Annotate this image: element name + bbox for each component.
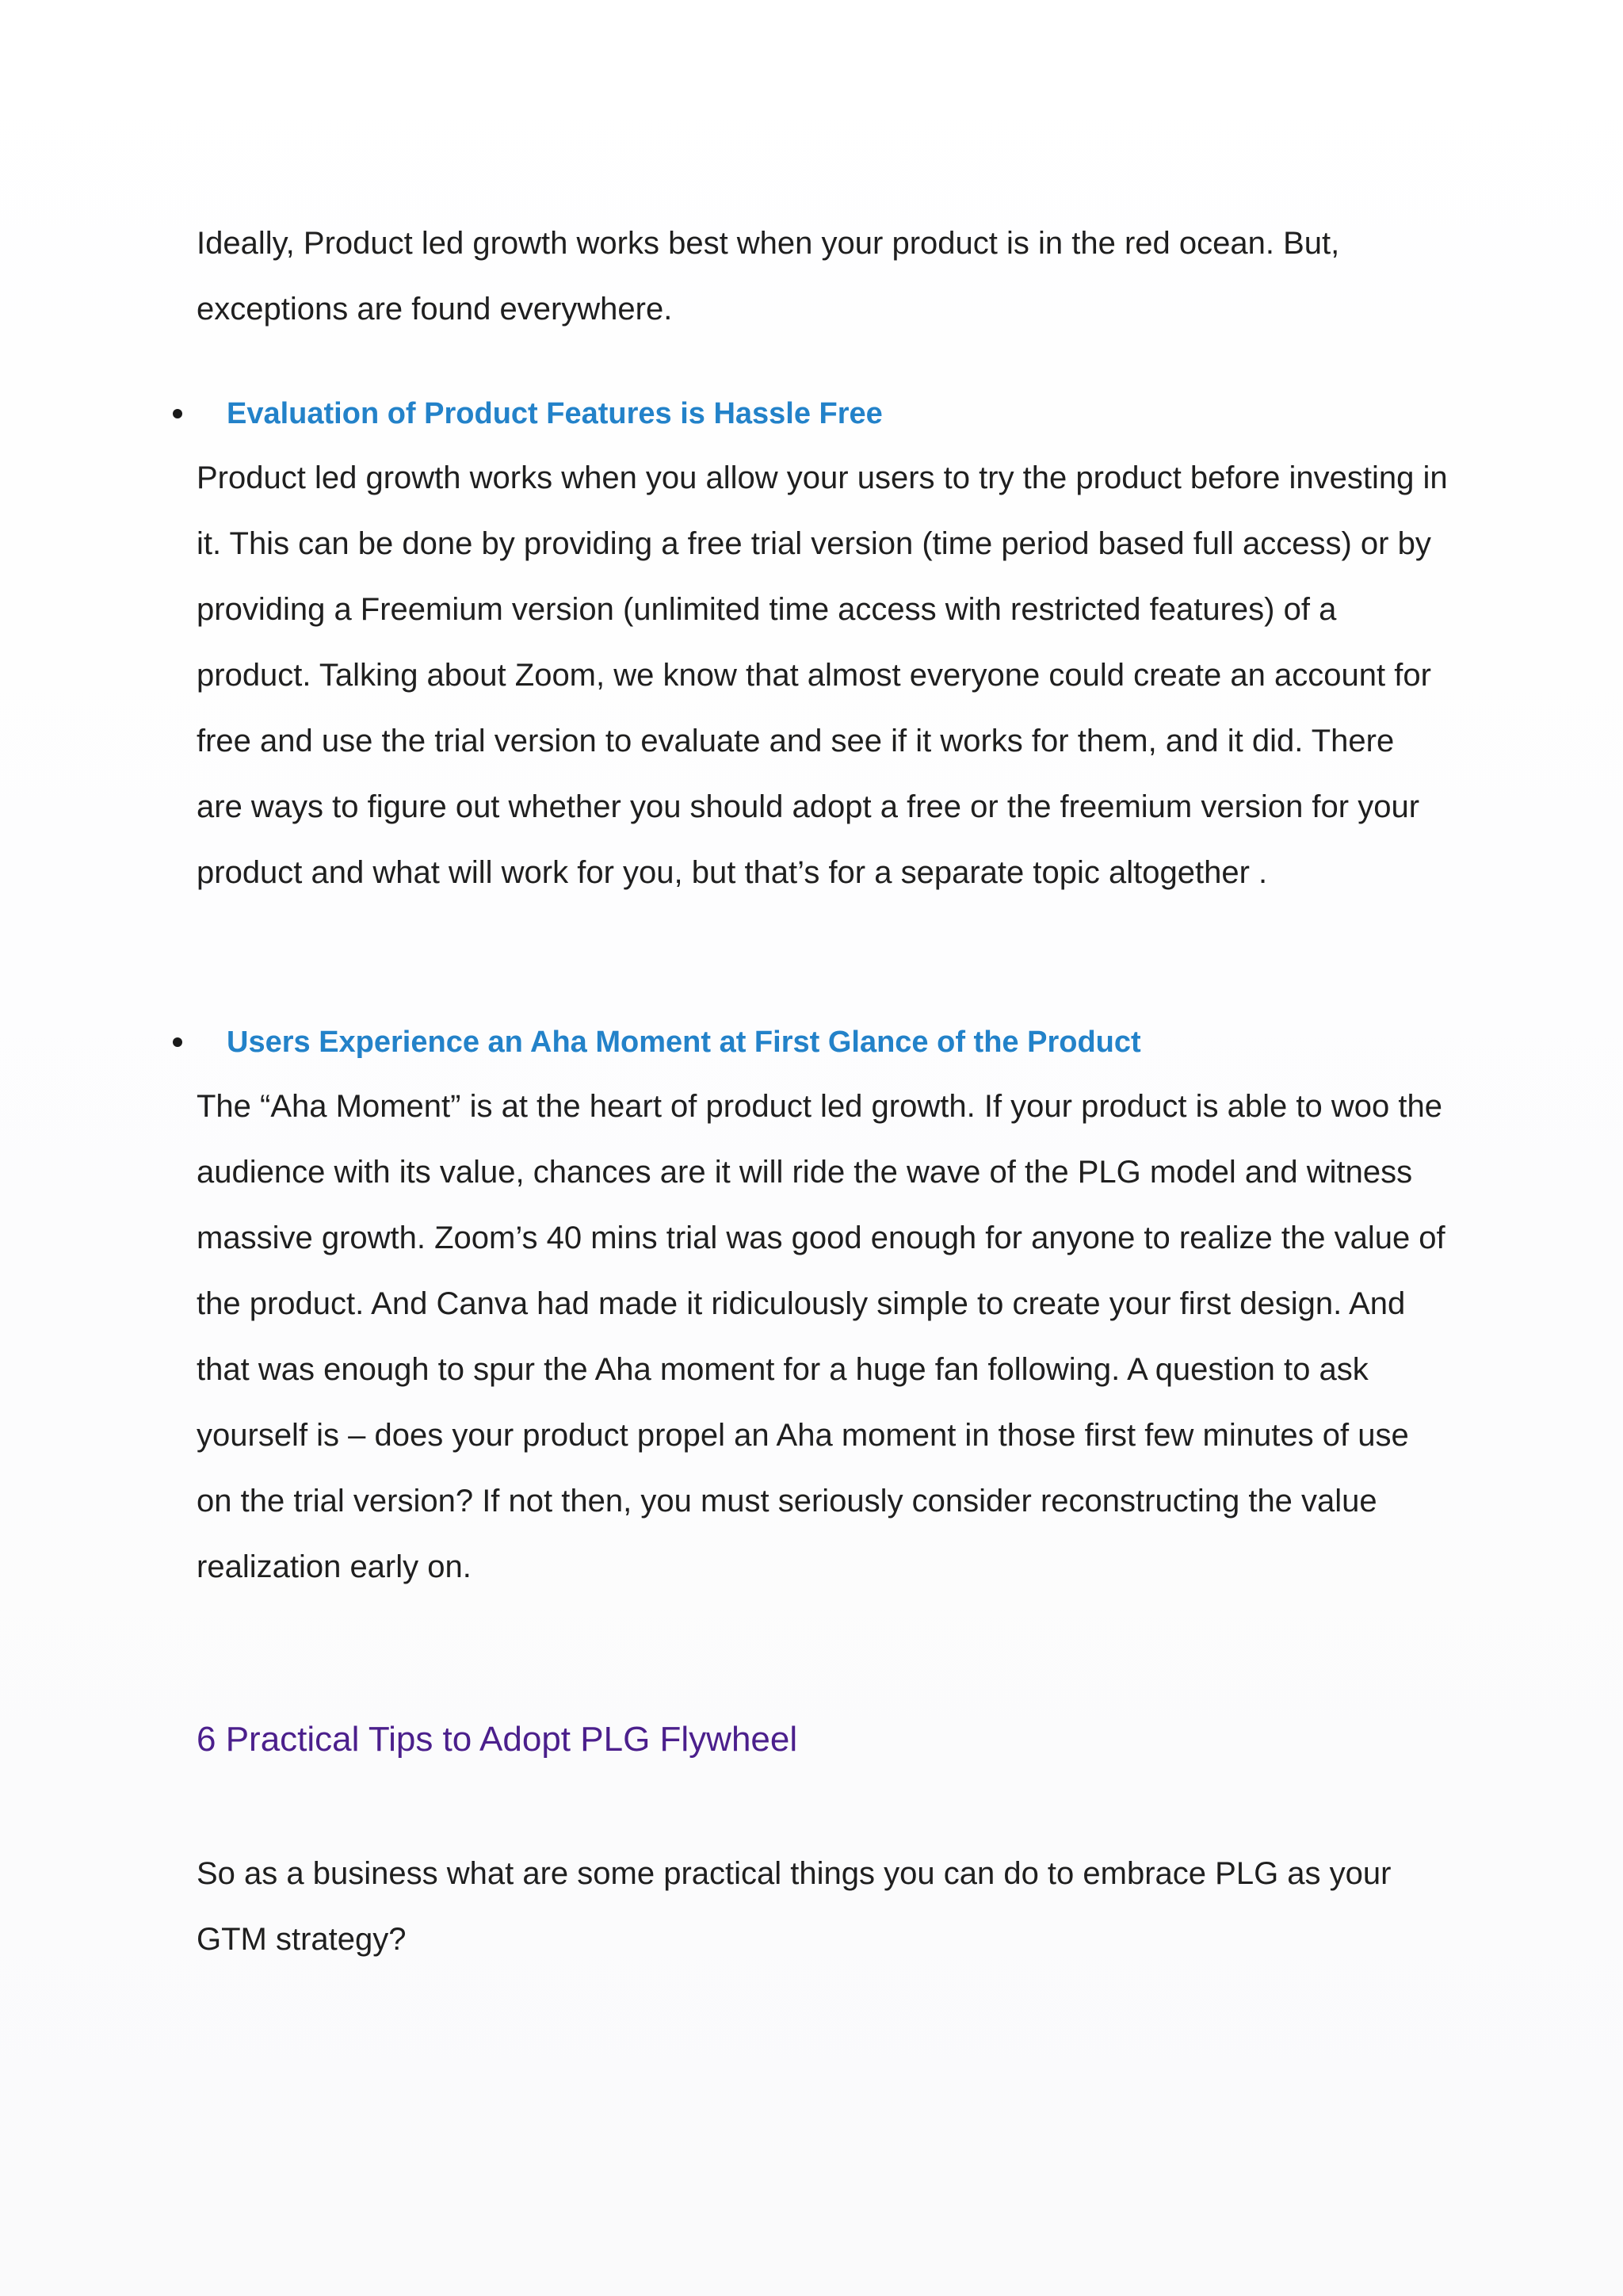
bullet-heading-aha-moment: Users Experience an Aha Moment at First Glance of the Product bbox=[227, 1025, 1141, 1059]
evaluation-paragraph: Product led growth works when you allow your users to try the product before investing in it. This can be done by providing a free trial version (time period based full access) or by providing a Freemium version (unlimited time access with restricted features) of a product. Talking about Zoom, we know that almost everyone could create an account for free and use the trial version to evaluate and see if it works for them, and it did. There are ways to figure out whether you should adopt a free or the freemium version for your product and what will work for you, but that’s for a separate topic altogether . bbox=[197, 460, 1448, 890]
section-heading: 6 Practical Tips to Adopt PLG Flywheel bbox=[197, 1720, 798, 1759]
intro-paragraph: Ideally, Product led growth works best when your product is in the red ocean. But, exceptions are found everywhere. bbox=[197, 226, 1340, 327]
bullet-heading-evaluation: Evaluation of Product Features is Hassle Free bbox=[227, 396, 883, 430]
bullet-item-aha-moment bbox=[173, 1018, 1441, 1066]
section-paragraph: So as a business what are some practical things you can do to embrace PLG as your GTM strategy? bbox=[197, 1856, 1392, 1957]
aha-moment-paragraph: The “Aha Moment” is at the heart of product led growth. If your product is able to woo the audience with its value, chances are it will ride the wave of the PLG model and witness massive growth. Zoom’s 40 mins trial was good enough for anyone to realize the value of the product. And Canva had made it ridiculously simple to create your first design. And that was enough to spur the Aha moment for a huge fan following. A question to ask yourself is – does your product propel an Aha moment in those first few minutes of use on the trial version? If not then, you must seriously consider reconstructing the value realization early on. bbox=[197, 1089, 1445, 1584]
bullet-icon bbox=[173, 1037, 182, 1047]
bullet-icon bbox=[173, 409, 182, 418]
bullet-item-evaluation bbox=[173, 390, 1441, 437]
